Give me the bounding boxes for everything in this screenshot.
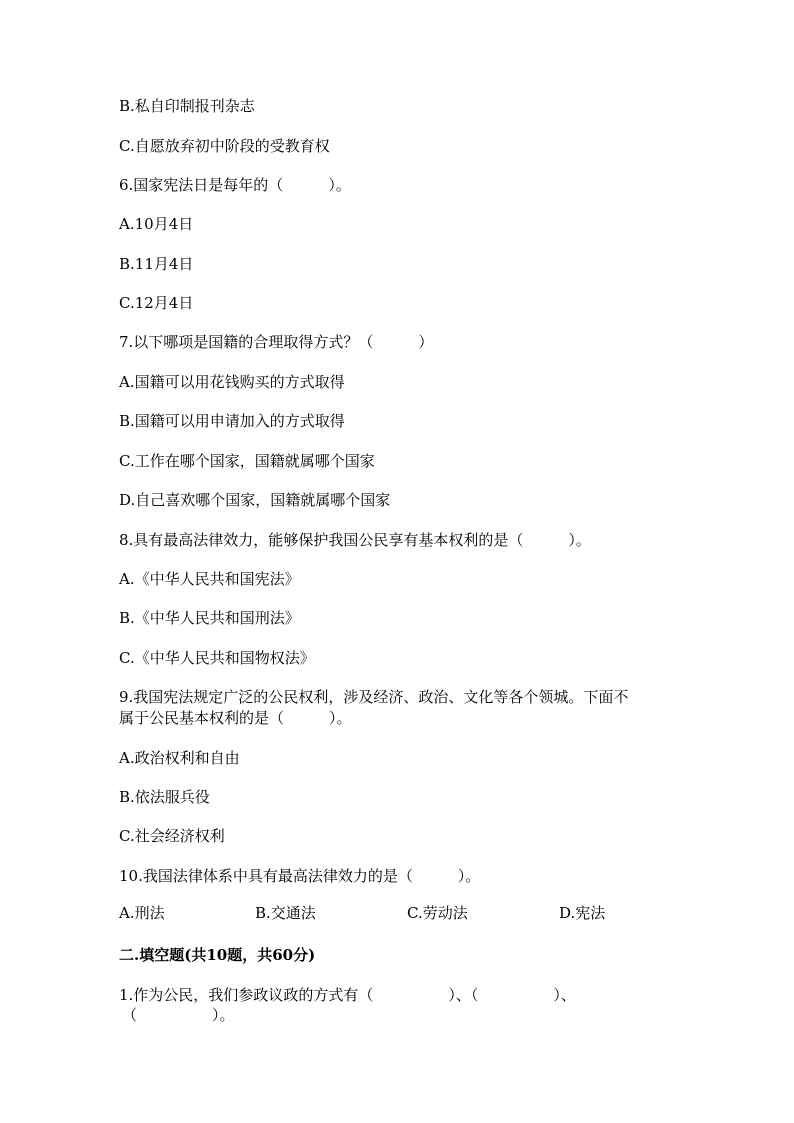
option-text: B.国籍可以用申请加入的方式取得 (119, 412, 345, 430)
option-c: C.劳动法 (407, 904, 468, 922)
option-text: C.12月4日 (119, 294, 194, 312)
option-text: B.依法服兵役 (119, 788, 210, 806)
question-text: 8.具有最高法律效力，能够保护我国公民享有基本权利的是（ ）。 (119, 531, 591, 549)
option-text: A.国籍可以用花钱购买的方式取得 (119, 373, 345, 391)
option-text: A.10月4日 (119, 215, 194, 233)
option-text: C.社会经济权利 (119, 827, 225, 845)
section-heading: 二.填空题(共10题，共60分) (119, 946, 316, 964)
option-text: A.《中华人民共和国宪法》 (119, 570, 300, 588)
question-text-continued: 属于公民基本权利的是（ ）。 (119, 709, 352, 727)
question-text: 7.以下哪项是国籍的合理取得方式？（ ） (119, 333, 434, 351)
question-text: 6.国家宪法日是每年的（ ）。 (119, 176, 351, 194)
question-text: 10.我国法律体系中具有最高法律效力的是（ ）。 (119, 867, 481, 885)
option-a: A.刑法 (119, 904, 165, 922)
option-d: D.宪法 (559, 904, 606, 922)
q10-options-row (119, 903, 679, 923)
question-text: 9.我国宪法规定广泛的公民权利，涉及经济、政治、文化等各个领城。下面不 (119, 688, 629, 706)
option-text: A.政治权利和自由 (119, 749, 240, 767)
option-text: B.私自印制报刊杂志 (119, 97, 255, 115)
option-b: B.交通法 (255, 904, 316, 922)
option-text: B.《中华人民共和国刑法》 (119, 609, 300, 627)
option-text: C.自愿放弃初中阶段的受教育权 (119, 137, 330, 155)
option-text: C.《中华人民共和国物权法》 (119, 649, 315, 667)
option-text: D.自己喜欢哪个国家，国籍就属哪个国家 (119, 491, 391, 509)
option-text: C.工作在哪个国家，国籍就属哪个国家 (119, 452, 375, 470)
fill-question-text: 1.作为公民，我们参政议政的方式有（ ）、（ ）、 (119, 986, 576, 1004)
fill-question-text-continued: （ ）。 (122, 1006, 235, 1024)
option-text: B.11月4日 (119, 255, 194, 273)
